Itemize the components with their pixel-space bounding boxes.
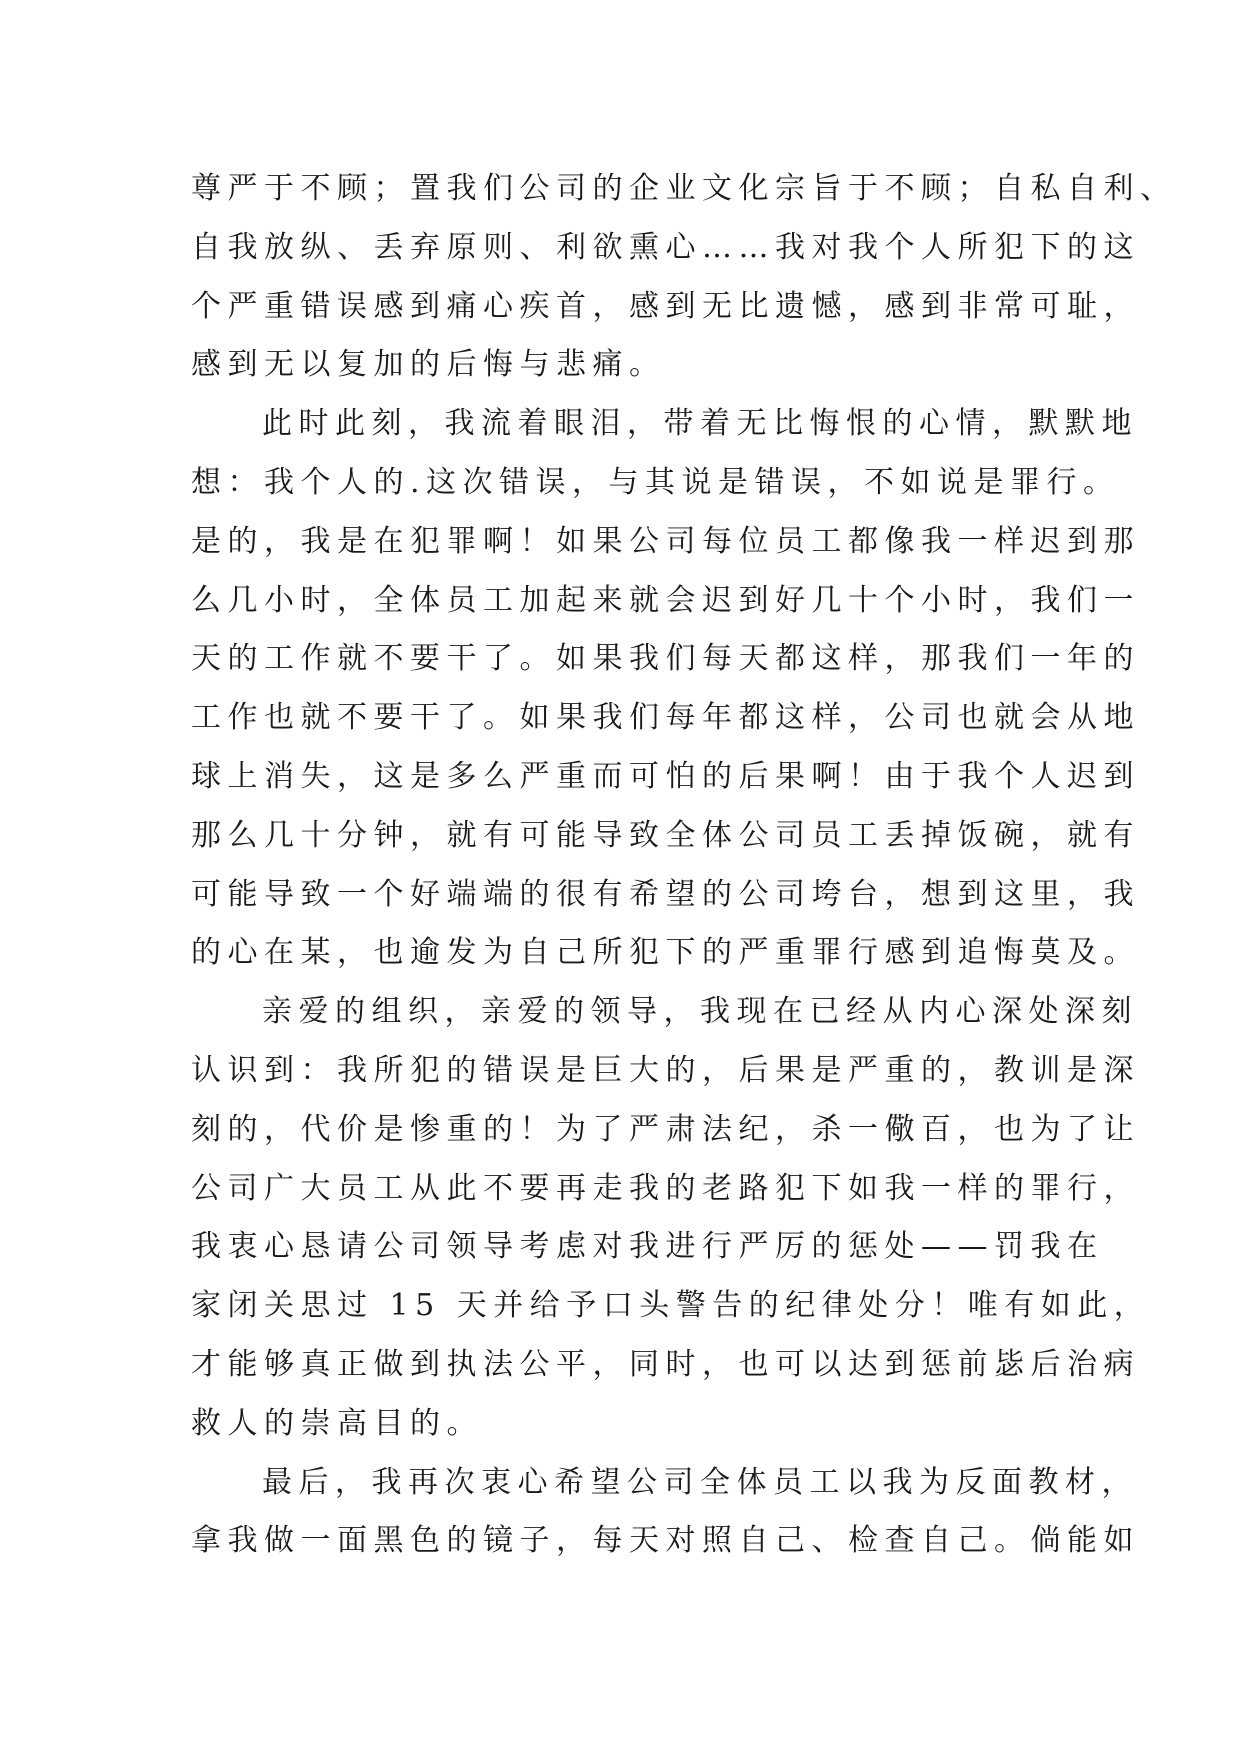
text-line: 工作也就不要干了。如果我们每年都这样，公司也就会从地 [191,700,1140,736]
text-line: 球上消失，这是多么严重而可怕的后果啊！由于我个人迟到 [191,758,1140,794]
text-line: 拿我做一面黑色的镜子，每天对照自己、检查自己。倘能如 [191,1523,1140,1559]
text-line: 的心在某，也逾发为自己所犯下的严重罪行感到追悔莫及。 [191,935,1140,971]
paragraph-first-line: 此时此刻，我流着眼泪，带着无比悔恨的心情，默默地 [262,406,1138,442]
text-line: 自我放纵、丢弃原则、利欲熏心……我对我个人所犯下的这 [191,229,1140,265]
document-body [191,160,1177,1571]
paragraph-first-line: 亲爱的组织，亲爱的领导，我现在已经从内心深处深刻 [262,994,1138,1030]
text-line: 可能导致一个好端端的很有希望的公司垮台，想到这里，我 [191,876,1140,912]
text-line: 家闭关思过 15 天并给予口头警告的纪律处分！唯有如此， [191,1288,1151,1324]
text-line: 才能够真正做到执法公平，同时，也可以达到惩前毖后治病 [191,1346,1140,1382]
text-line: 刻的，代价是惨重的！为了严肃法纪，杀一儆百，也为了让 [191,1111,1140,1147]
text-line: 个严重错误感到痛心疾首，感到无比遗憾，感到非常可耻， [191,288,1140,324]
paragraph-first-line: 最后，我再次衷心希望公司全体员工以我为反面教材， [262,1464,1138,1500]
text-line: 尊严于不顾；置我们公司的企业文化宗旨于不顾；自私自利、 [191,171,1177,206]
text-line: 么几小时，全体员工加起来就会迟到好几十个小时，我们一 [191,582,1140,618]
text-line: 天的工作就不要干了。如果我们每天都这样，那我们一年的 [191,641,1140,677]
text-line: 想：我个人的.这次错误，与其说是错误，不如说是罪行。 [191,464,1120,500]
text-line: 认识到：我所犯的错误是巨大的，后果是严重的，教训是深 [191,1052,1140,1088]
text-line: 感到无以复加的后悔与悲痛。 [191,347,666,383]
text-line: 那么几十分钟，就有可能导致全体公司员工丢掉饭碗，就有 [191,817,1140,853]
text-line: 救人的崇高目的。 [191,1405,483,1441]
text-line: 公司广大员工从此不要再走我的老路犯下如我一样的罪行， [191,1170,1140,1206]
text-line: 是的，我是在犯罪啊！如果公司每位员工都像我一样迟到那 [191,523,1140,559]
text-line: 我衷心恳请公司领导考虑对我进行严厉的惩处——罚我在 [191,1229,1104,1265]
